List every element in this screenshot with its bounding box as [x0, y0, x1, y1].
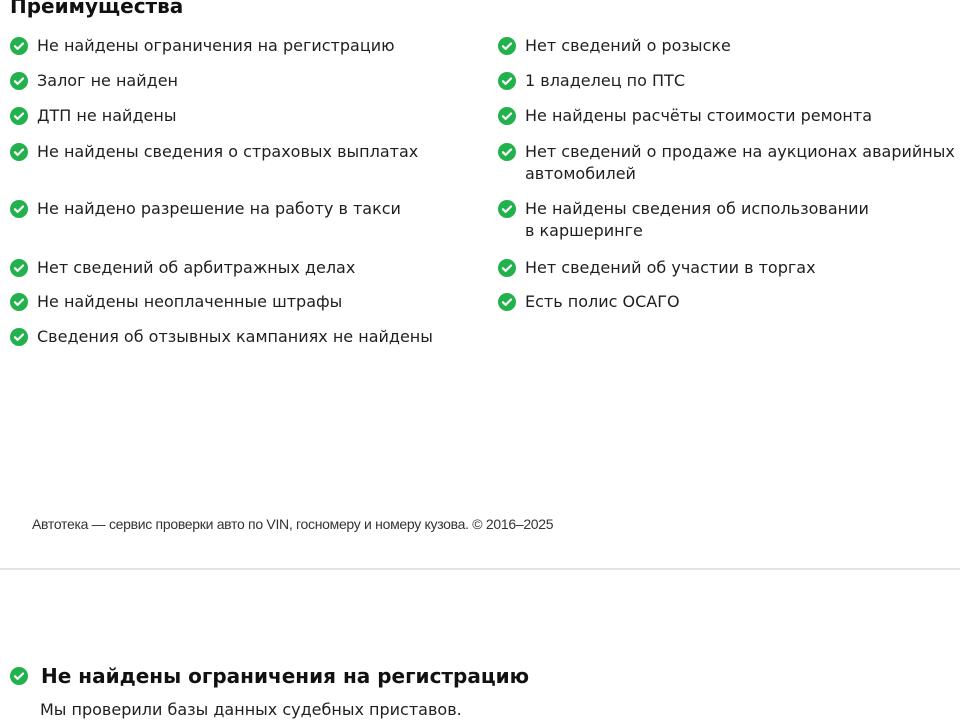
advantage-label: Нет сведений об участии в торгах	[525, 258, 816, 277]
advantage-item	[10, 141, 418, 163]
advantage-label: Нет сведений об арбитражных делах	[37, 258, 356, 277]
check-circle-icon	[10, 72, 28, 90]
check-circle-icon	[498, 200, 516, 218]
advantage-item	[498, 70, 685, 92]
detail-title: Не найдены ограничения на регистрацию	[41, 664, 530, 688]
detail-description: Мы проверили базы данных судебных приставов.	[40, 700, 462, 719]
advantage-label: Не найдены ограничения на регистрацию	[37, 36, 395, 55]
advantage-item	[498, 105, 872, 127]
advantage-label: 1 владелец по ПТС	[525, 71, 685, 90]
check-circle-icon	[10, 200, 28, 218]
advantage-item	[10, 35, 395, 57]
advantage-item	[498, 141, 955, 185]
advantage-label: Есть полис ОСАГО	[525, 292, 680, 311]
section-divider	[0, 568, 960, 570]
check-circle-icon	[498, 293, 516, 311]
advantage-label: Не найдено разрешение на работу в такси	[37, 199, 401, 218]
check-circle-icon	[10, 37, 28, 55]
advantage-item	[498, 35, 731, 57]
check-circle-icon	[498, 37, 516, 55]
section-title: Преимущества	[10, 0, 184, 18]
advantage-label: Нет сведений о розыске	[525, 36, 731, 55]
check-circle-icon	[498, 259, 516, 277]
advantage-label: Сведения об отзывных кампаниях не найдены	[37, 327, 433, 346]
advantage-label-line-2: автомобилей	[525, 164, 636, 183]
check-circle-icon	[498, 143, 516, 161]
advantage-item	[10, 198, 401, 220]
check-circle-icon	[498, 72, 516, 90]
check-circle-icon	[498, 107, 516, 125]
advantage-label-line-2: в каршеринге	[525, 221, 643, 240]
check-circle-icon	[10, 107, 28, 125]
check-circle-icon	[10, 328, 28, 346]
advantage-item	[10, 257, 355, 279]
advantage-item	[10, 326, 433, 348]
advantage-item	[498, 291, 680, 313]
check-circle-icon	[10, 293, 28, 311]
advantage-label-line-1: Нет сведений о продаже на аукционах аварийных	[525, 142, 955, 161]
check-circle-icon	[10, 667, 28, 685]
check-circle-icon	[10, 259, 28, 277]
advantage-item	[498, 257, 816, 279]
advantage-label-line-1: Не найдены сведения об использовании	[525, 199, 869, 218]
advantage-label	[525, 141, 955, 185]
advantage-label: Не найдены расчёты стоимости ремонта	[525, 106, 873, 125]
advantage-label	[525, 198, 869, 242]
advantage-label: Не найдены сведения о страховых выплатах	[37, 142, 419, 161]
footer-copyright: Автотека — сервис проверки авто по VIN, госномеру и номеру кузова. © 2016–2025	[32, 516, 554, 532]
check-circle-icon	[10, 143, 28, 161]
detail-heading	[10, 662, 529, 690]
advantage-label: Не найдены неоплаченные штрафы	[37, 292, 343, 311]
advantage-item	[10, 291, 342, 313]
advantage-label: Залог не найден	[37, 71, 178, 90]
advantage-item	[10, 105, 176, 127]
advantage-label: ДТП не найдены	[37, 106, 177, 125]
advantage-item	[10, 70, 178, 92]
advantage-item	[498, 198, 869, 242]
